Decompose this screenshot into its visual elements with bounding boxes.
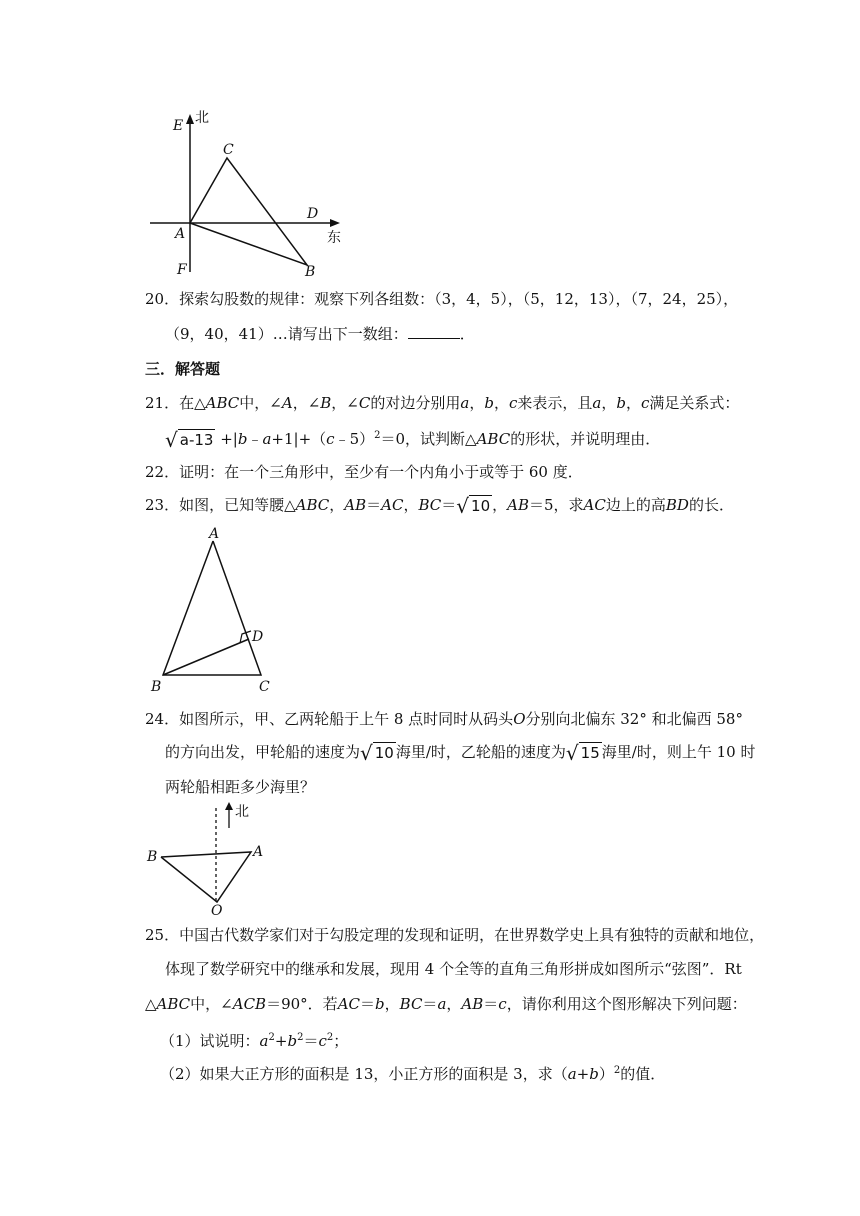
- q25-line2: 体现了数学研究中的继承和发展，现用 4 个全等的直角三角形拼成如图所示“弦图”．Rt: [165, 960, 742, 978]
- sqrt-15: [566, 742, 602, 764]
- q20-number: 20．: [145, 290, 180, 308]
- q20-line1: [145, 288, 738, 310]
- q25-var: ACB: [232, 995, 267, 1013]
- sqrt-10: [456, 495, 492, 517]
- q21-var: B: [320, 394, 332, 412]
- q25-var: c: [318, 1032, 327, 1050]
- q25-exp: 2: [268, 1032, 275, 1043]
- q21-t: 在△: [179, 394, 206, 412]
- q24-t: 海里/时，则上午 10 时: [601, 743, 756, 761]
- q23-t: ，: [329, 496, 345, 514]
- q25-t: ，请你利用这个图形解决下列问题：: [506, 995, 747, 1013]
- q21-var: b: [616, 394, 626, 412]
- q20-text2: （9，40，41）…请写出下一数组：: [165, 325, 408, 343]
- q25-var: BC: [399, 995, 423, 1013]
- label-d: D: [252, 629, 264, 645]
- q21-line1: [145, 392, 739, 414]
- q21-t: ，∠: [292, 394, 321, 412]
- label-b: B: [147, 849, 158, 865]
- isosceles-triangle-figure: [145, 525, 285, 697]
- label-north: 北: [195, 110, 209, 126]
- sqrt-a-minus-13: [165, 429, 215, 451]
- label-a: A: [209, 526, 220, 542]
- q23-t: ，: [492, 496, 508, 514]
- compass-figure: [145, 110, 345, 280]
- q22-text: 证明：在一个三角形中，至少有一个内角小于或等于 60 度．: [179, 463, 583, 481]
- q25-t: ）: [598, 1065, 614, 1083]
- q25-t: ；: [333, 1032, 349, 1050]
- q20-period: ．: [459, 325, 475, 343]
- q25-t: ，: [384, 995, 400, 1013]
- label-e: E: [173, 118, 184, 134]
- q21-t: ＝0，试判断△: [380, 430, 477, 448]
- q23-t: ＝: [441, 496, 457, 514]
- q25-part2: [160, 1060, 665, 1085]
- q24-t: 分别向北偏东 32° 和北偏西 58°: [525, 710, 743, 728]
- radical-icon: √: [165, 428, 178, 452]
- q25-var: a+b: [567, 1065, 599, 1083]
- sqrt-10: [360, 742, 396, 764]
- q21-t: ，: [493, 394, 509, 412]
- label-d: D: [307, 206, 319, 222]
- q23-t: 边上的高: [605, 496, 666, 514]
- q24-t: 海里/时，乙轮船的速度为: [395, 743, 566, 761]
- q21-exp: 2: [374, 430, 381, 441]
- q25-t: ＝90°．若: [266, 995, 338, 1013]
- q23-t: ＝: [366, 496, 382, 514]
- q21-var: ABC: [205, 394, 240, 412]
- q21-t: 的形状，并说明理由．: [510, 430, 661, 448]
- q21-number: 21．: [145, 394, 180, 412]
- q24-line3: 两轮船相距多少海里？: [165, 778, 316, 796]
- q21-t: 中，∠: [239, 394, 282, 412]
- section-title: 三．解答题: [145, 360, 221, 378]
- q25-var: b: [287, 1032, 298, 1050]
- altitude-bd: [163, 639, 249, 675]
- q21-var: b: [237, 430, 248, 448]
- q25-var: AC: [337, 995, 360, 1013]
- label-a: A: [253, 844, 264, 860]
- label-c: C: [259, 679, 270, 695]
- north-arrow-icon: [225, 802, 233, 810]
- q23-t: ＝5，求: [529, 496, 584, 514]
- q23-line: [145, 494, 734, 517]
- north-arrow-icon: [186, 114, 194, 124]
- label-o: O: [211, 903, 223, 916]
- q23-var: AB: [507, 496, 529, 514]
- q21-var: A: [281, 394, 293, 412]
- q25-line3: [145, 993, 747, 1015]
- label-north: 北: [235, 804, 249, 820]
- q25-t: ＝: [422, 995, 438, 1013]
- q25-text1: 中国古代数学家们对于勾股定理的发现和证明，在世界数学史上具有独特的贡献和地位，: [179, 926, 765, 944]
- q21-t: 满足关系式：: [649, 394, 740, 412]
- q21-t: 的对边分别用: [370, 394, 461, 412]
- label-b: B: [151, 679, 162, 695]
- q22-number: 22．: [145, 463, 180, 481]
- q23-t: 如图，已知等腰△: [179, 496, 296, 514]
- q21-var: a: [262, 430, 272, 448]
- radicand: 15: [580, 744, 600, 762]
- q21-var: a: [592, 394, 602, 412]
- q25-t: +: [274, 1032, 288, 1050]
- q25-t: △: [145, 995, 157, 1013]
- q25-t: （2）如果大正方形的面积是 13，小正方形的面积是 3，求（: [160, 1065, 568, 1083]
- q23-t: ，: [403, 496, 419, 514]
- q21-var: a: [460, 394, 470, 412]
- q25-t: ＝: [483, 995, 499, 1013]
- q21-t: ，∠: [331, 394, 359, 412]
- q21-var: b: [484, 394, 494, 412]
- q25-part1: [160, 1027, 348, 1052]
- q21-var: C: [358, 394, 371, 412]
- q21-var: c: [326, 430, 335, 448]
- q23-var: AC: [381, 496, 404, 514]
- q24-number: 24．: [145, 710, 180, 728]
- q23-var: BC: [418, 496, 442, 514]
- label-f: F: [177, 262, 187, 278]
- q25-var: AB: [461, 995, 484, 1013]
- q23-number: 23．: [145, 496, 180, 514]
- q25-exp: 2: [326, 1032, 334, 1043]
- q25-number: 25．: [145, 926, 180, 944]
- q21-line2: [165, 425, 660, 451]
- q24-t: 如图所示，甲、乙两轮船于上午 8 点时同时从码头: [179, 710, 514, 728]
- q21-t: ，: [601, 394, 617, 412]
- q23-t: 的长．: [688, 496, 734, 514]
- q23-var: AB: [344, 496, 367, 514]
- q25-var: a: [437, 995, 447, 1013]
- q25-t: ＝: [360, 995, 376, 1013]
- q25-var: c: [498, 995, 507, 1013]
- q20-line2: [165, 323, 475, 345]
- q20-answer-blank[interactable]: [408, 324, 460, 339]
- radical-icon: √: [565, 741, 579, 765]
- label-east: 东: [327, 230, 341, 246]
- q25-exp: 2: [613, 1065, 621, 1076]
- q25-t: ，: [446, 995, 462, 1013]
- q21-var: ABC: [476, 430, 511, 448]
- label-a: A: [175, 226, 186, 242]
- q25-var: ABC: [156, 995, 191, 1013]
- q20-text1: 探索勾股数的规律：观察下列各组数：（3，4，5），（5，12，13），（7，24，25），: [179, 290, 739, 308]
- radicand: a-13: [179, 431, 214, 449]
- east-arrow-icon: [330, 219, 340, 227]
- q21-t: ﹣5）: [334, 430, 375, 448]
- q21-t: +1|+（: [271, 430, 327, 448]
- q21-t: +|: [215, 430, 238, 448]
- q25-line1: [145, 924, 764, 946]
- radical-icon: √: [456, 494, 470, 518]
- q24-var: O: [513, 710, 526, 728]
- q21-t: ，: [469, 394, 485, 412]
- q25-var: a: [259, 1032, 269, 1050]
- q21-t: 来表示，且: [517, 394, 593, 412]
- q21-t: ，: [625, 394, 641, 412]
- label-c: C: [223, 142, 234, 158]
- radicand: 10: [471, 497, 491, 515]
- radical-icon: √: [360, 741, 373, 765]
- q24-line2: [165, 741, 755, 764]
- q25-var: b: [375, 995, 385, 1013]
- q21-t: ﹣: [247, 430, 263, 448]
- q21-var: c: [508, 394, 518, 412]
- triangle-acb: [190, 158, 307, 265]
- q24-line1: [145, 708, 743, 730]
- q23-var: BD: [665, 496, 689, 514]
- q25-exp: 2: [297, 1032, 304, 1043]
- q25-t: 中，∠: [190, 995, 233, 1013]
- q24-t: 的方向出发，甲轮船的速度为: [165, 743, 361, 761]
- q22-line: [145, 461, 583, 483]
- q25-t: 的值．: [620, 1065, 666, 1083]
- q21-var: c: [640, 394, 650, 412]
- q23-var: AC: [583, 496, 606, 514]
- q25-t: ＝: [303, 1032, 319, 1050]
- ships-figure: [145, 800, 275, 916]
- label-b: B: [305, 264, 316, 280]
- radicand: 10: [374, 744, 394, 762]
- q23-var: ABC: [295, 496, 330, 514]
- q25-t: （1）试说明：: [160, 1032, 260, 1050]
- triangle-boa: [161, 852, 251, 902]
